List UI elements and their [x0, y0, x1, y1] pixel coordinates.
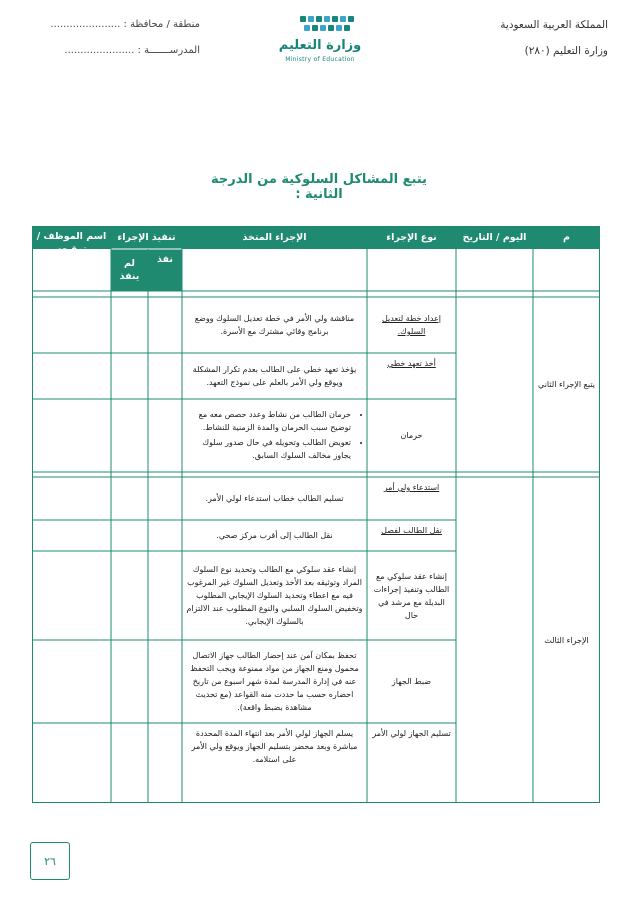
country-name: المملكة العربية السعودية — [500, 19, 608, 31]
row-2-action: يؤخذ تعهد خطي على الطالب بعدم تكرار المشكلة ويوقع ولي الأمر بالعلم على نموذج التعهد. — [192, 365, 357, 387]
row-4-action: تسليم الطالب خطاب استدعاء لولي الأمر. — [205, 494, 344, 503]
page-title: يتبع المشاكل السلوكية من الدرجة الثانية : — [211, 172, 427, 202]
school-field: المدرســـــــة : ...................... — [64, 45, 200, 56]
region-field: منطقة / محافظة : ...................... — [50, 19, 200, 30]
row-3-action — [182, 399, 367, 472]
row-4-type: استدعاء ولي أمر — [383, 483, 440, 492]
header-exec: تنفيذ الإجراء — [117, 232, 176, 243]
ministry-logo-icon — [280, 12, 380, 38]
header-type: نوع الإجراء — [386, 232, 437, 243]
procedures-table — [32, 226, 600, 803]
row-7-type: ضبط الجهاز — [391, 677, 432, 686]
row-1-type: إعداد خطة لتعديل السلوك. — [381, 314, 442, 336]
header-right — [448, 12, 608, 64]
row-2-type: أخذ تعهد خطي — [387, 359, 436, 368]
row-3-action-item: • حرمان الطالب من نشاط وعدد حصص معه مع توضيح سبب الحرمان والمدة الزمنية للنشاط. — [186, 408, 351, 434]
ministry-line: وزارة التعليم (٢٨٠) — [524, 45, 608, 57]
row-3-type: حرمان — [400, 431, 423, 440]
group-label-third: الإجراء الثالث — [544, 635, 589, 645]
header-left — [40, 12, 200, 64]
row-5-type: نقل الطالب لفصل — [381, 526, 442, 535]
header-m: م — [563, 232, 570, 243]
row-3-action-item: • تعويض الطالب وتحويله في حال صدور سلوك يجاوز مخالف السلوك السابق. — [186, 436, 351, 462]
ministry-logo — [270, 12, 380, 72]
row-6-action: إنشاء عقد سلوكي مع الطالب وتحديد نوع السلوك المراد وتوثيقه بعد الأخذ وتعديل السلوك غير المرغوب فيه مع اعطاء وتحديد السلوك الإيجابي المطلوب وتخفيض السلوك السلبي والنوع المطلوب عند الالتزام بالسلوك الإيجابي. — [186, 565, 363, 626]
row-5-action: نقل الطالب إلى أقرب مركز صحي. — [216, 531, 333, 540]
header-date: اليوم / التاريخ — [462, 232, 527, 243]
header-employee: اسم الموظف / توقيعه — [36, 231, 107, 255]
row-1-action: مناقشة ولي الأمر في خطة تعديل السلوك ووضع برنامج وقائي مشترك مع الأسرة. — [194, 314, 355, 336]
header-done: نفذ — [157, 253, 173, 265]
logo-subtitle: Ministry of Education — [285, 56, 355, 63]
row-7-action: تحفظ بمكان آمن عند إحضار الطالب جهاز الاتصال محمول ومنع الجهاز من مواد ممنوعة ويجب التحفظ عنه في إدارة المدرسة لمدة شهر اسبوع من تاريخ احضاره حسب ما حددت منه القواعد (مع تحديث مشاهدة بضبط واقعة). — [190, 651, 359, 712]
header-action: الإجراء المتخذ — [242, 232, 307, 243]
logo-name: وزارة التعليم — [278, 38, 362, 53]
header-not-done: لم ينفذ — [119, 258, 140, 282]
row-6-type: إنشاء عقد سلوكي مع الطالب وتنفيذ إجراءات البديلة مع مرشد في حال — [373, 571, 450, 620]
row-8-type: تسليم الجهاز لولي الأمر — [372, 729, 451, 738]
group-label-second: يتبع الإجراء الثاني — [538, 380, 595, 389]
row-8-action: يسلم الجهاز لولي الأمر بعد انتهاء المدة المحددة مباشرة وبعد محضر بتسليم الجهاز ويوقع ولي الأمر على استلامه. — [191, 729, 358, 764]
page-number: ٢٦ — [30, 842, 70, 880]
